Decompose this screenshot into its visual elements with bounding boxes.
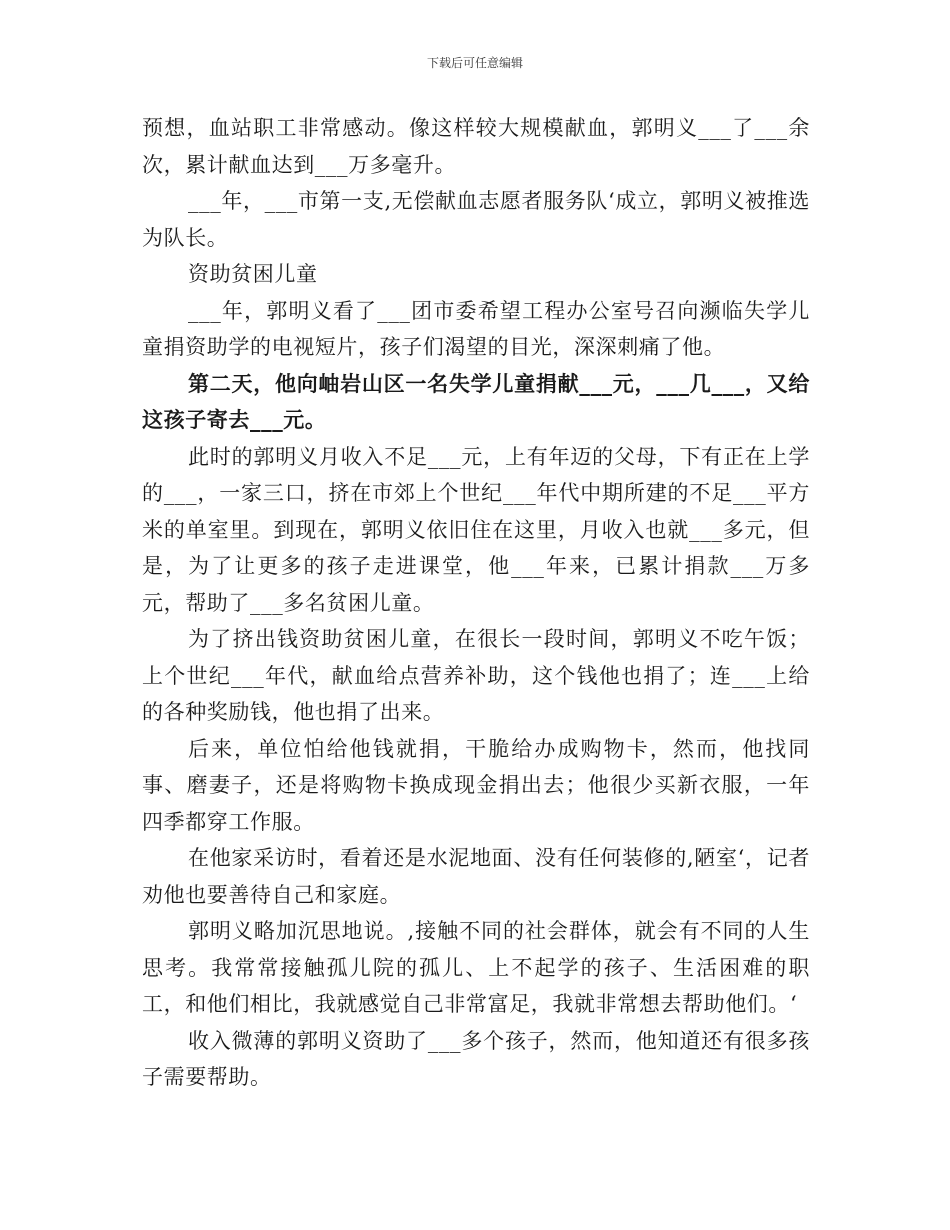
paragraph-7: 为了挤出钱资助贫困儿童，在很长一段时间，郭明义不吃午饭；上个世纪___年代，献血给点营养补助，这个钱他也捐了；连___上给的各种奖励钱，他也捐了出来。 <box>142 627 810 724</box>
paragraph-5-bold: 第二天，他向岫岩山区一名失学儿童捐献___元，___几___，又给这孩子寄去___元。 <box>142 370 810 432</box>
paragraph-6: 此时的郭明义月收入不足___元，上有年迈的父母，下有正在上学的___，一家三口，挤在市郊上个世纪___年代中期所建的不足___平方米的单室里。到现在，郭明义依旧住在这里，月收入也就___多元，但是，为了让更多的孩子走进课堂，他___年来，已累计捐款___万多元，帮助了___多名贫困儿童。 <box>142 444 810 615</box>
document-body <box>142 110 810 1096</box>
section-heading: 资助贫困儿童 <box>188 262 318 286</box>
paragraph-8: 后来，单位怕给他钱就捐，干脆给办成购物卡，然而，他找同事、磨妻子，还是将购物卡换成现金捐出去；他很少买新衣服，一年四季都穿工作服。 <box>142 736 810 834</box>
page-header: 下载后可任意编辑 <box>426 56 523 70</box>
paragraph-2: ___年，___市第一支,无偿献血志愿者服务队‘成立，郭明义被推选为队长。 <box>142 189 810 250</box>
paragraph-10: 郭明义略加沉思地说。,接触不同的社会群体，就会有不同的人生思考。我常常接触孤儿院的孤儿、上不起学的孩子、生活困难的职工，和他们相比，我就感觉自己非常富足，我就非常想去帮助他们。‘ <box>142 919 810 1016</box>
paragraph-9: 在他家采访时，看着还是水泥地面、没有任何装修的,陋室‘，记者劝他也要善待自己和家庭。 <box>142 846 810 907</box>
paragraph-1: 预想，血站职工非常感动。像这样较大规模献血，郭明义___了___余次，累计献血达到___万多毫升。 <box>142 116 810 177</box>
paragraph-4: ___年，郭明义看了___团市委希望工程办公室号召向濒临失学儿童捐资助学的电视短片，孩子们渴望的目光，深深刺痛了他。 <box>142 298 810 359</box>
paragraph-11: 收入微薄的郭明义资助了___多个孩子，然而，他知道还有很多孩子需要帮助。 <box>142 1028 810 1089</box>
